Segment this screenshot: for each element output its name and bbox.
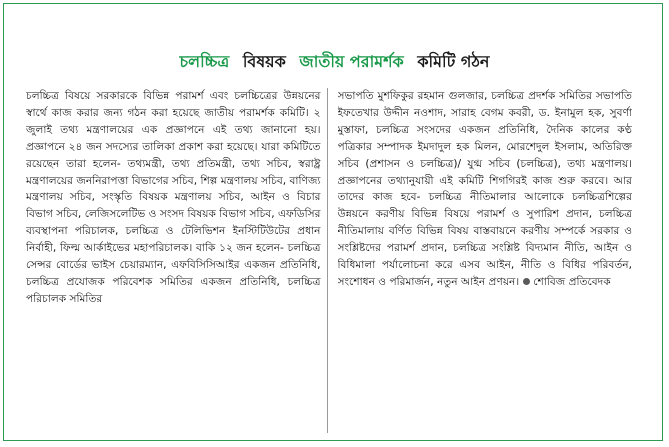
- article-paragraph-continued: [338, 88, 633, 291]
- headline-part: বিষয়ক: [242, 51, 286, 71]
- article-paragraph: চলচ্চিত্র বিষয়ে সরকারকে বিভিন্ন পরামর্শ এবং চলচ্চিত্রের উন্নয়নের স্বার্থে কাজ করার জন্য গঠন করা হয়েছে জাতীয় পরামর্শক কমিটি। ২ জুলাই তথ্য মন্ত্রণালয়ের এক প্রজ্ঞাপনে এই তথ্য জানানো হয়। প্রজ্ঞাপনে ২৪ জন সদস্যের তালিকা প্রকাশ করা হয়েছে। যারা কমিটিতে রয়েছেন তারা হলেন- তথ্যমন্ত্রী, তথ্য প্রতিমন্ত্রী, তথ্য সচিব, স্বরাষ্ট্র মন্ত্রণালয়ের জননিরাপত্তা বিভাগের সচিব, শিল্প মন্ত্রণালয় সচিব, বাণিজ্য মন্ত্রণালয় সচিব, সংস্কৃতি বিষয়ক মন্ত্রণালয় সচিব, আইন ও বিচার বিভাগ সচিব, লেজিসলেটিভ ও সংসদ বিষয়ক বিভাগ সচিব, এফডিসির ব্যবস্থাপনা পরিচালক, চলচ্চিত্র ও টেলিভিশন ইনস্টিটিউটের প্রধান নির্বাহী, ফিল্ম আর্কাইভের মহাপরিচালক। বাকি ১২ জন হলেন- চলচ্চিত্র সেন্সর বোর্ডের ভাইস চেয়ারম্যান, এফবিসিসিআইর একজন প্রতিনিধি, চলচ্চিত্র প্রযোজক পরিবেশক সমিতির একজন প্রতিনিধি, চলচ্চিত্র পরিচালক সমিতির: [26, 90, 321, 305]
- article-body: [26, 88, 632, 433]
- bullet-icon: [523, 278, 530, 285]
- headline: [0, 39, 669, 85]
- left-column: [26, 88, 328, 433]
- headline-part: চলচ্চিত্র: [179, 51, 230, 71]
- right-column: [338, 88, 633, 433]
- headline-part: কমিটি গঠন: [417, 51, 490, 71]
- byline: শোবিজ প্রতিবেদক: [533, 275, 611, 288]
- headline-part: জাতীয় পরামর্শক: [299, 51, 404, 71]
- article-text: সভাপতি মুশফিকুর রহমান গুলজার, চলচ্চিত্র প্রদর্শক সমিতির সভাপতি ইফতেখার উদ্দীন নওশাদ, সারাহ বেগম কবরী, ড. ইনামুল হক, সুবর্ণা মুস্তাফা, চলচ্চিত্র সংসদের একজন প্রতিনিধি, দৈনিক কালের কণ্ঠ পত্রিকার সম্পাদক ইমদাদুল হক মিলন, মোরশেদুল ইসলাম, অতিরিক্ত সচিব (প্রশাসন ও চলচ্চিত্র)/ যুগ্ম সচিব (চলচ্চিত্র), তথ্য মন্ত্রণালয়। প্রজ্ঞাপনের তথ্যানুযায়ী এই কমিটি শিগগিরই কাজ শুরু করবে। আর তাদের কাজ হবে- চলচ্চিত্র নীতিমালার আলোকে চলচ্চিত্রশিল্পের উন্নয়নে করণীয় বিভিন্ন বিষয়ে পরামর্শ ও সুপারিশ প্রদান, চলচ্চিত্র নীতিমালায় বর্ণিত বিভিন্ন বিষয় বাস্তবায়নে করণীয় সম্পর্কে সরকার ও সংশ্লিষ্টদের পরামর্শ প্রদান, চলচ্চিত্র সংশ্লিষ্ট বিদ্যমান নীতি, আইন ও বিধিমালা পর্যালোচনা করে এসব আইন, নীতি ও বিধির পরিবর্তন, সংশোধন ও পরিমার্জন, নতুন আইন প্রণয়ন।: [337, 90, 632, 288]
